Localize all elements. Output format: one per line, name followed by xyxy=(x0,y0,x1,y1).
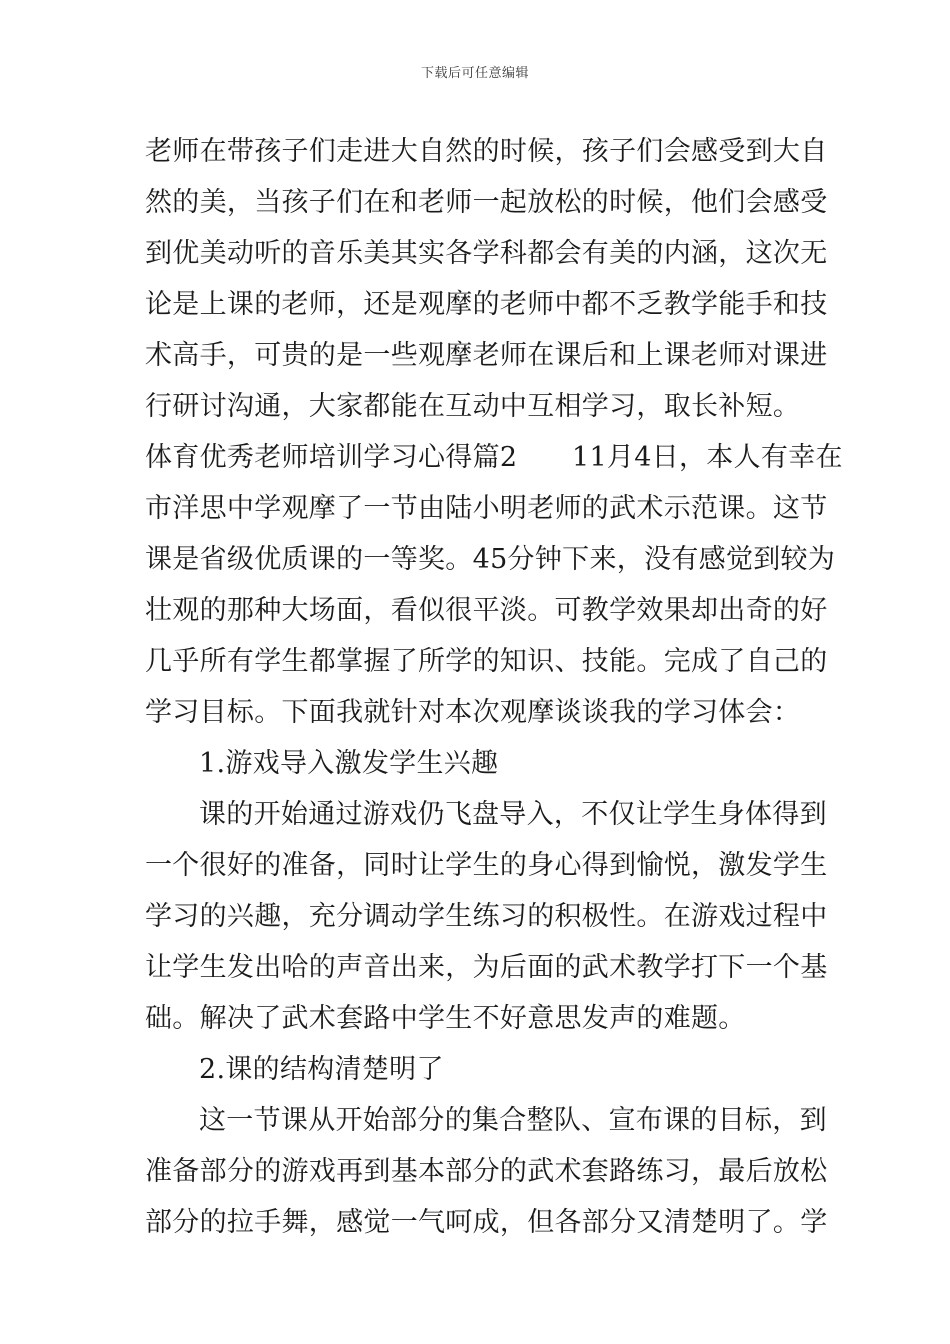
paragraph-line: 术高手，可贵的是一些观摩老师在课后和上课老师对课进 xyxy=(145,340,828,371)
paragraph-line: 学习目标。下面我就针对本次观摩谈谈我的学习体会： xyxy=(145,697,801,728)
paragraph-line: 课的开始通过游戏仍飞盘导入，不仅让学生身体得到 xyxy=(199,799,827,830)
paragraph-line: 课是省级优质课的一等奖。45分钟下来，没有感觉到较为 xyxy=(145,544,836,575)
paragraph-line: 础。解决了武术套路中学生不好意思发声的难题。 xyxy=(145,1003,746,1034)
paragraph-line: 市洋思中学观摩了一节由陆小明老师的武术示范课。这节 xyxy=(145,493,828,524)
section-heading: 2.课的结构清楚明了 xyxy=(199,1054,444,1085)
paragraph-line: 然的美，当孩子们在和老师一起放松的时候，他们会感受 xyxy=(145,187,828,218)
paragraph-line: 行研讨沟通，大家都能在互动中互相学习，取长补短。 xyxy=(145,391,801,422)
paragraph-line: 学习的兴趣，充分调动学生练习的积极性。在游戏过程中 xyxy=(145,901,828,932)
paragraph-line: 体育优秀老师培训学习心得篇2 11月4日，本人有幸在 xyxy=(145,442,843,473)
paragraph-line: 准备部分的游戏再到基本部分的武术套路练习，最后放松 xyxy=(145,1156,828,1187)
page-header: 下载后可任意编辑 xyxy=(420,66,529,81)
section-heading: 1.游戏导入激发学生兴趣 xyxy=(199,748,499,779)
paragraph-line: 老师在带孩子们走进大自然的时候，孩子们会感受到大自 xyxy=(145,136,828,167)
paragraph-line: 几乎所有学生都掌握了所学的知识、技能。完成了自己的 xyxy=(145,646,828,677)
paragraph-line: 让学生发出哈的声音出来，为后面的武术教学打下一个基 xyxy=(145,952,828,983)
paragraph-line: 壮观的那种大场面，看似很平淡。可教学效果却出奇的好 xyxy=(145,595,828,626)
paragraph-line: 论是上课的老师，还是观摩的老师中都不乏教学能手和技 xyxy=(145,289,828,320)
document-body xyxy=(145,126,843,1248)
paragraph-line: 一个很好的准备，同时让学生的身心得到愉悦，激发学生 xyxy=(145,850,828,881)
paragraph-line: 部分的拉手舞，感觉一气呵成，但各部分又清楚明了。学 xyxy=(145,1207,828,1238)
paragraph-line: 这一节课从开始部分的集合整队、宣布课的目标，到 xyxy=(199,1105,827,1136)
paragraph-line: 到优美动听的音乐美其实各学科都会有美的内涵，这次无 xyxy=(145,238,828,269)
